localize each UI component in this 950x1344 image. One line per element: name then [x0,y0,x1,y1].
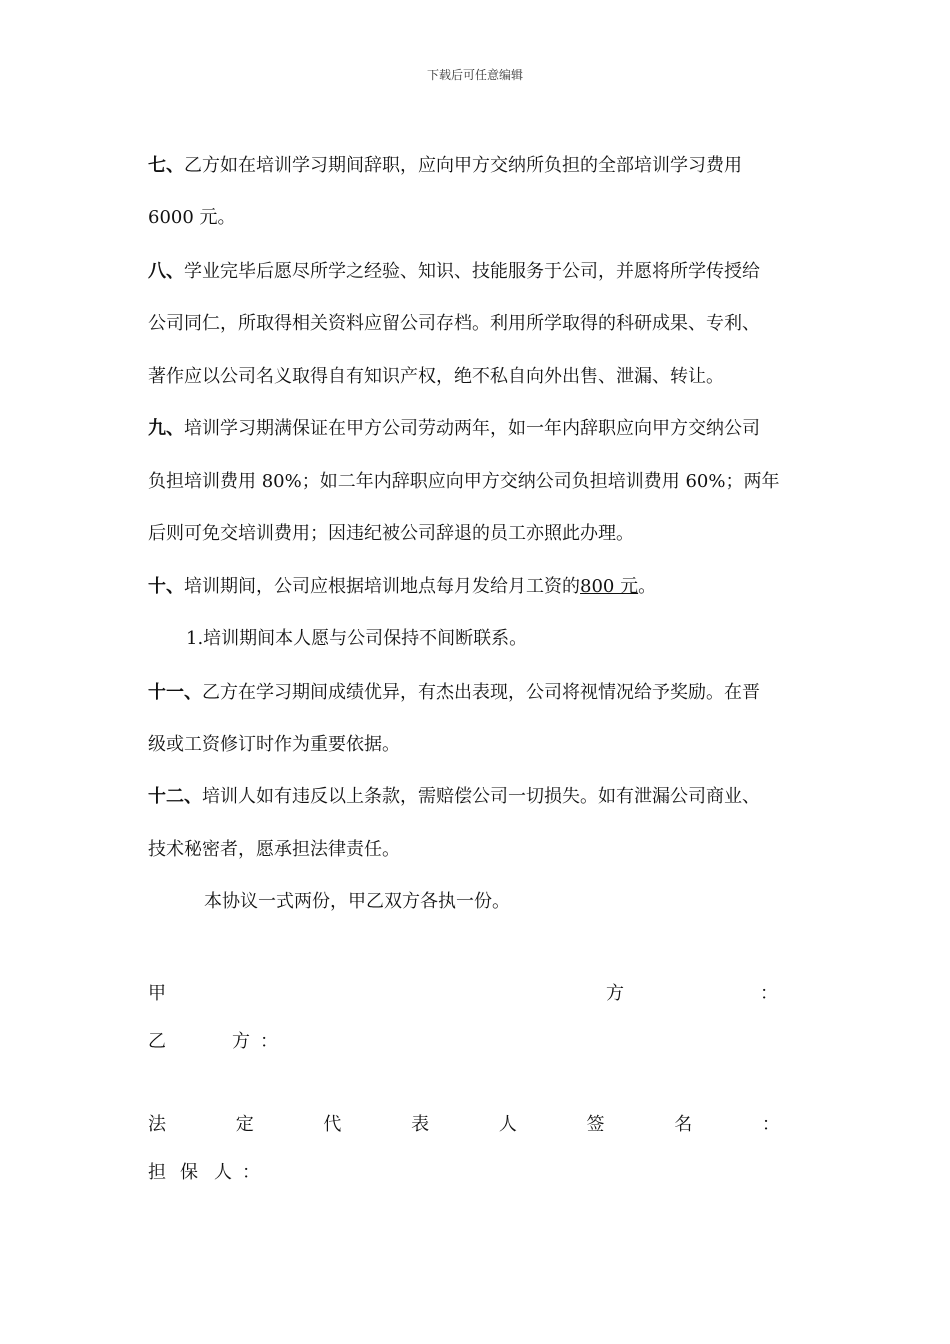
legal-rep-colon: ： [761,1114,780,1135]
party-b-colon: ： [260,1031,278,1052]
party-b-char-2: 方 [232,1031,250,1052]
clause-7-line-1 [148,154,742,178]
legal-rep-char-7: 名 [674,1114,693,1135]
legal-rep-char-3: 代 [323,1114,342,1135]
legal-rep-char-5: 人 [498,1114,517,1135]
clause-8-line-1 [148,260,760,284]
clause-10-line [148,575,656,599]
legal-rep-signature-line [148,1113,780,1137]
clause-11-number: 十一、 [148,682,202,703]
clause-10-text: 培训期间，公司应根据培训地点每月发给月工资的 [184,576,580,597]
party-a-char-2: 方 [606,983,624,1004]
clause-11-text-1: 乙方在学习期间成绩优异，有杰出表现，公司将视情况给予奖励。在晋 [202,682,760,703]
clause-12-line-1 [148,785,760,809]
sub-item-1: 1.培训期间本人愿与公司保持不间断联系。 [186,628,528,649]
page-header: 下载后可任意编辑 [426,68,523,82]
clause-8-number: 八、 [148,261,184,282]
party-a-colon: ： [760,983,778,1004]
closing-statement: 本协议一式两份，甲乙双方各执一份。 [204,891,510,912]
clause-11-text-2: 级或工资修订时作为重要依据。 [148,734,400,755]
legal-rep-char-1: 法 [148,1114,166,1135]
clause-7-number: 七、 [148,155,184,176]
guarantor-char-3: 人 [214,1162,232,1183]
clause-8-text-2: 公司同仁，所取得相关资料应留公司存档。利用所学取得的科研成果、专利、 [148,313,760,334]
clause-8-text-3: 著作应以公司名义取得自有知识产权，绝不私自向外出售、泄漏、转让。 [148,366,724,387]
guarantor-char-2: 保 [180,1162,198,1183]
clause-10-number: 十、 [148,576,184,597]
guarantor-char-1: 担 [148,1162,166,1183]
party-b-char-1: 乙 [148,1031,166,1052]
clause-9-text-2: 负担培训费用 80%；如二年内辞职应向甲方交纳公司负担培训费用 60%；两年 [148,471,780,492]
legal-rep-char-6: 签 [586,1114,605,1135]
clause-8-text-1: 学业完毕后愿尽所学之经验、知识、技能服务于公司，并愿将所学传授给 [184,261,760,282]
party-a-char-1: 甲 [148,983,166,1004]
clause-9-number: 九、 [148,418,184,439]
clause-9-text-1: 培训学习期满保证在甲方公司劳动两年，如一年内辞职应向甲方交纳公司 [184,418,760,439]
legal-rep-char-4: 表 [411,1114,430,1135]
clause-10-end: 。 [638,576,657,597]
clause-11-line-1 [148,681,760,705]
clause-12-text-1: 培训人如有违反以上条款，需赔偿公司一切损失。如有泄漏公司商业、 [202,786,760,807]
clause-9-line-1 [148,417,760,441]
legal-rep-char-2: 定 [235,1114,254,1135]
clause-9-text-3: 后则可免交培训费用；因违纪被公司辞退的员工亦照此办理。 [148,523,634,544]
guarantor-colon: ： [242,1162,260,1183]
salary-amount: 800 元 [580,576,639,597]
clause-7-text-2: 6000 元。 [148,207,236,228]
clause-7-text-1: 乙方如在培训学习期间辞职，应向甲方交纳所负担的全部培训学习费用 [184,155,742,176]
clause-12-number: 十二、 [148,786,202,807]
clause-12-text-2: 技术秘密者，愿承担法律责任。 [148,839,400,860]
